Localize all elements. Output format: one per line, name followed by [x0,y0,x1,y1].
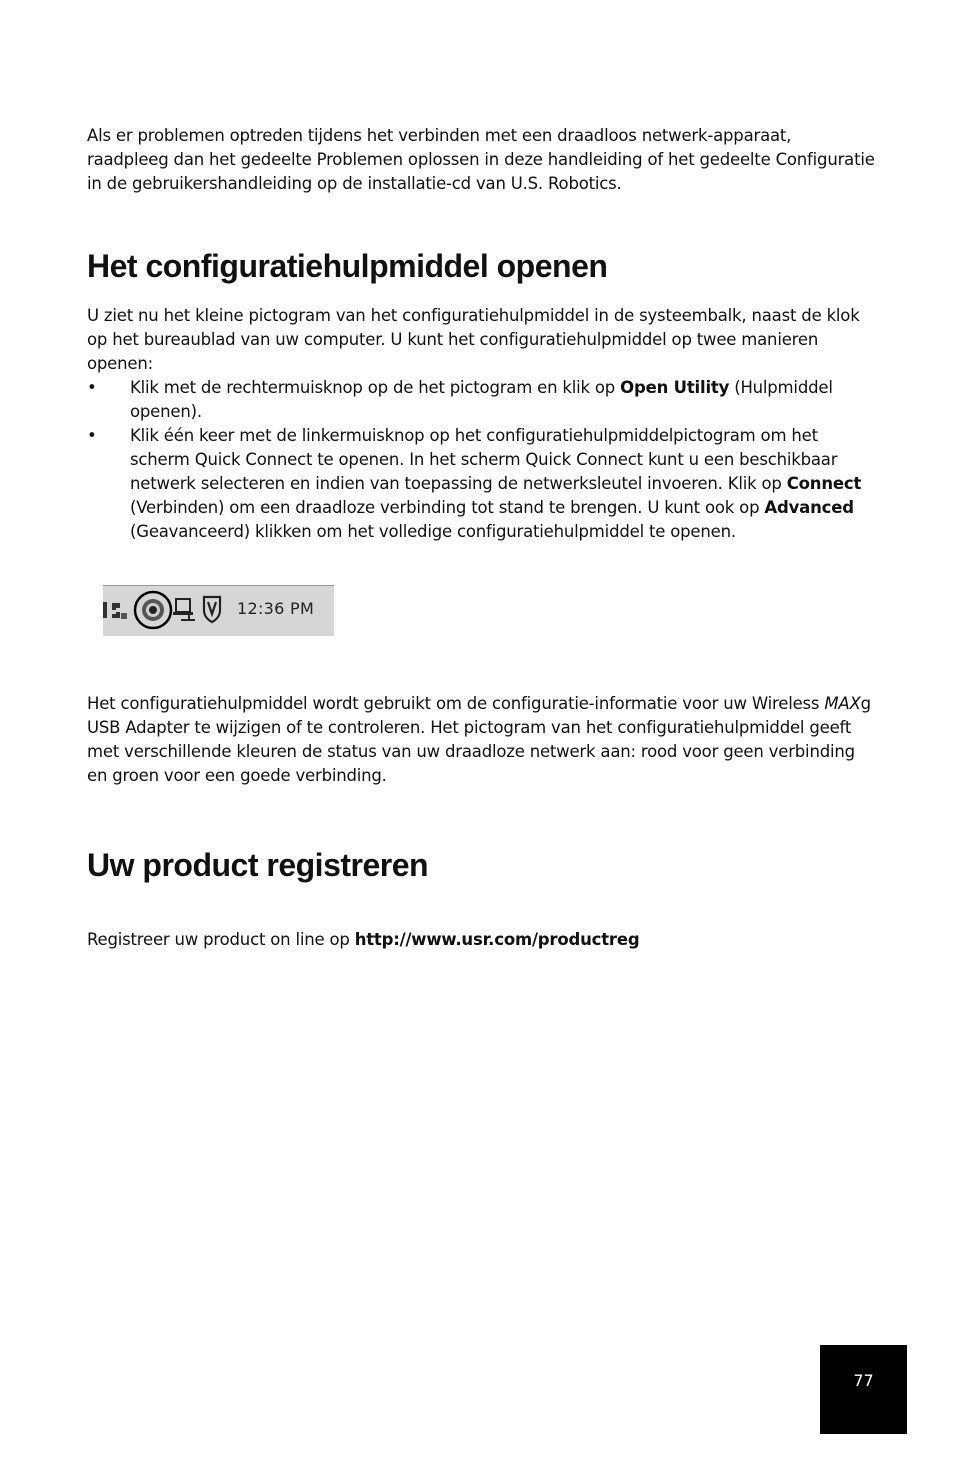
utility-description-paragraph: Het configuratiehulpmiddel wordt gebruikt om de configuratie-informatie voor uw Wireless MAXg USB Adapter te wijzigen of te controleren. Het pictogram van het configuratiehulpmiddel geeft met verschillende kleuren de status van uw draadloze netwerk aan: rood voor geen verbinding en groen voor een goede verbinding. [87,694,871,785]
network-connection-icon [173,599,195,620]
wireless-utility-icon [142,599,164,621]
page-number-box [820,1345,907,1434]
network-icon [103,602,127,619]
shield-icon [204,597,220,622]
bullet: • [87,378,97,397]
open-methods-list [87,376,867,544]
section-title-open-utility: Het configuratiehulpmiddel openen [87,248,608,284]
open-utility-paragraph: U ziet nu het kleine pictogram van het configuratiehulpmiddel in de systeembalk, naast de klok op het bureaublad van uw computer. U kunt het configuratiehulpmiddel op twee manieren openen: [87,306,860,373]
system-tray-screenshot [103,585,334,636]
tray-clock: 12:36 PM [237,599,315,618]
open-utility-label: Open Utility [620,378,730,397]
section-title-register: Uw product registreren [87,847,429,883]
advanced-label: Advanced [764,498,854,517]
list-item: • Klik één keer met de linkermuisknop op het configuratiehulpmiddelpictogram om het scherm Quick Connect te openen. In het scherm Quick Connect kunt u een beschikbaar netwerk selecteren en indien van toepassing de netwerksleutel invoeren. Klik op Connect (Verbinden) om een draadloze verbinding tot stand te brengen. U kunt ook op Advanced (Geavanceerd) klikken om het volledige configuratiehulpmiddel te openen. [87,426,862,541]
register-paragraph: Registreer uw product on line op http://www.usr.com/productreg [87,930,640,949]
registration-link[interactable]: http://www.usr.com/productreg [354,930,640,949]
page-number: 77 [853,1371,874,1390]
connect-label: Connect [786,474,862,493]
list-item: • Klik met de rechtermuisknop op de het pictogram en klik op Open Utility (Hulpmiddel openen). [87,378,833,421]
max-brand-text: MAX [824,694,861,713]
intro-paragraph: Als er problemen optreden tijdens het verbinden met een draadloos netwerk-apparaat, raadpleeg dan het gedeelte Problemen oplossen in deze handleiding of het gedeelte Configuratie in de gebruikershandleiding op de installatie-cd van U.S. Robotics. [87,126,875,193]
bullet: • [87,426,97,445]
